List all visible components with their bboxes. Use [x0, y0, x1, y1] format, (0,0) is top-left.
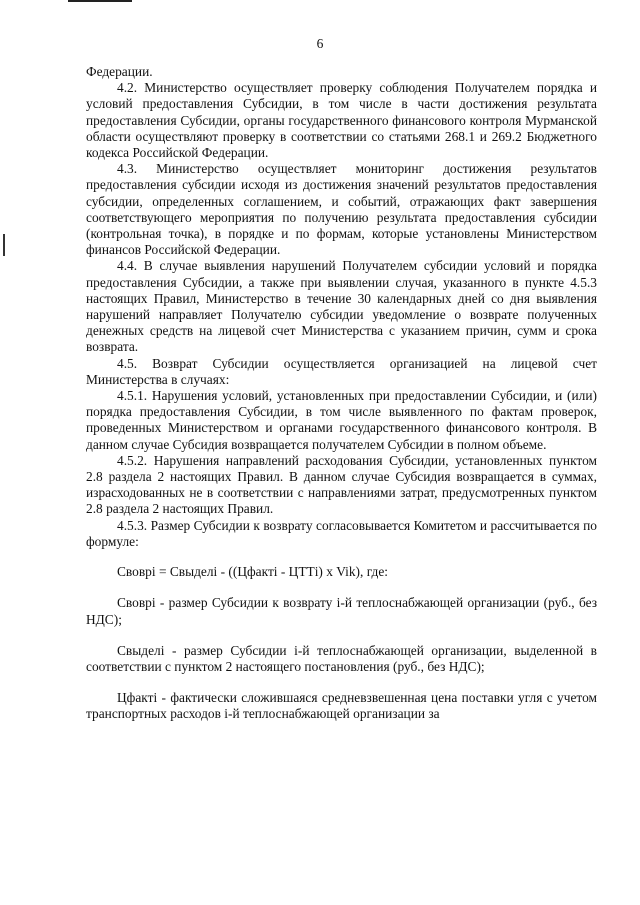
formula: Своврi = Свыделi - ((Цфактi - ЦТТi) х Vik), где:: [117, 564, 389, 580]
definition-svydel: Свыделi - размер Субсидии i-й теплоснабжающей организации, выделенной в соответствии с пунктом 2 настоящего постановления (руб., без НДС);: [86, 642, 597, 674]
scan-edge-mark: [3, 234, 5, 256]
definition-svozvr: Своврi - размер Субсидии к возврату i-й теплоснабжающей организации (руб., без НДС);: [86, 595, 597, 627]
paragraph-4-2: 4.2. Министерство осуществляет проверку соблюдения Получателем порядка и условий предоставления Субсидии, в том числе в части достижения результата предоставления Субсидии, органы государственного финансового контроля Мурманской области осуществляют проверку в соответствии со статьями 268.1 и 269.2 Бюджетного кодекса Российской Федерации.: [86, 80, 597, 161]
definition-tsfakt: Цфактi - фактически сложившаяся средневзвешенная цена поставки угля с учетом транспортных расходов i-й теплоснабжающей организации за: [86, 690, 597, 722]
paragraph-4-5: 4.5. Возврат Субсидии осуществляется организацией на лицевой счет Министерства в случаях:: [86, 355, 597, 387]
page-number: 6: [316, 36, 324, 51]
paragraph-4-3: 4.3. Министерство осуществляет мониторинг достижения результатов предоставления субсидии исходя из достижения значений результатов предоставления субсидии, определенных соглашением, и событий, отражающих факт завершения соответствующего мероприятия по получению результата предоставления субсидии (контрольная точка), в порядке и по формам, которые установлены Министерством финансов Российской Федерации.: [86, 161, 597, 258]
document-body: [86, 64, 597, 723]
paragraph-4-5-2: 4.5.2. Нарушения направлений расходования Субсидии, установленных пунктом 2.8 раздела 2 настоящих Правил. В данном случае Субсидия возвращается в суммах, израсходованных не в соответствии с направлениями затрат, предусмотренных пунктом 2.8 раздела 2 настоящих Правил.: [86, 452, 597, 517]
paragraph-4-5-1: 4.5.1. Нарушения условий, установленных при предоставлении Субсидии, и (или) порядка предоставления Субсидии, в том числе выявленного по фактам проверок, проведенных Министерством и органами государственного финансового контроля. В данном случае Субсидия возвращается получателем Субсидии в полном объеме.: [86, 388, 597, 452]
scan-edge-line: [68, 0, 132, 2]
paragraph-4-4: 4.4. В случае выявления нарушений Получателем субсидии условий и порядка предоставления Субсидии, а также при выявлении случая, указанного в пункте 4.5.3 настоящих Правил, Министерство в течение 30 календарных дней со дня выявления нарушений направляет Получателю субсидии уведомление о возврате полученных денежных средств на лицевой счет Министерства с указанием причин, сумм и срока возврата.: [86, 258, 597, 355]
paragraph-4-5-3: 4.5.3. Размер Субсидии к возврату согласовывается Комитетом и рассчитывается по формуле:: [86, 517, 597, 549]
paragraph-intro: Федерации.: [86, 64, 153, 79]
